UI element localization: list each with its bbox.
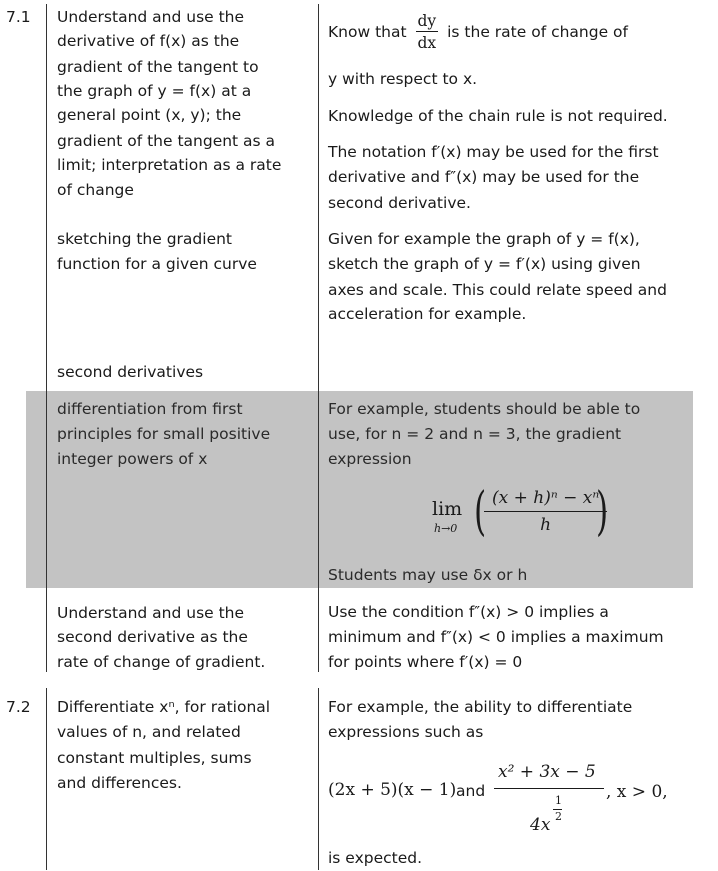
topic-line: rate of change of gradient. [57,653,266,671]
topic-line: integer powers of x [57,450,208,468]
rate-text: is the rate of change of [447,23,628,41]
limit-expression [432,480,612,550]
guidance-line: Use the condition f″(x) > 0 implies a [328,603,609,621]
topic-line: the graph of y = f(x) at a [57,82,252,100]
guidance-line: derivative and f″(x) may be used for the [328,168,640,186]
lim-word: lim [432,498,463,520]
limit-fraction [484,482,609,542]
topic-line: values of n, and related [57,723,241,741]
topic-line: derivative of f(x) as the [57,32,240,50]
topic-line: gradient of the tangent as a [57,132,276,150]
column-divider-mid-7-2 [318,688,319,870]
left-paren: ( [474,482,487,542]
topic-line: function for a given curve [57,255,257,273]
fraction-bar [494,788,604,789]
denominator-base: 4x [530,815,551,835]
guidance-footer: is expected. [328,849,423,867]
topic-line: Understand and use the [57,8,245,26]
topic-line: general point (x, y); the [57,106,242,124]
topic-line: Understand and use the [57,604,245,622]
guidance-line: second derivative. [328,194,471,212]
section-number: 7.2 [6,698,31,716]
topic-line: principles for small positive [57,425,271,443]
guidance-line: The notation f′(x) may be used for the first [328,143,659,161]
column-divider-left-7-2 [46,688,47,870]
topic-line: second derivatives [57,363,204,381]
rational-numerator: x² + 3x − 5 [498,762,596,782]
expression-condition: , x > 0, [606,782,668,802]
guidance-line: minimum and f″(x) < 0 implies a maximum [328,628,664,646]
topic-line: sketching the gradient [57,230,233,248]
topic-line: of change [57,181,134,199]
right-paren: ) [596,482,609,542]
limit-numerator: (x + h)ⁿ − xⁿ [484,485,607,512]
exponent-numerator: 1 [555,794,562,807]
exponent-denominator: 2 [555,810,562,823]
topic-line: constant multiples, sums [57,749,252,767]
lim-subscript: h→0 [434,522,458,535]
topic-line: differentiation from first [57,400,243,418]
guidance-line: y with respect to x. [328,70,478,88]
expression-left: (2x + 5)(x − 1) [328,780,457,800]
guidance-footer: Students may use δx or h [328,566,528,584]
topic-line: and differences. [57,774,182,792]
know-that-label: Know that [328,23,407,41]
guidance-line: sketch the graph of y = f′(x) using given [328,255,641,273]
topic-line: Differentiate xⁿ, for rational [57,698,271,716]
guidance-line: axes and scale. This could relate speed and [328,281,667,299]
column-divider-mid-7-1 [318,4,319,672]
guidance-line: expressions such as [328,723,484,741]
rational-fraction [494,760,606,840]
guidance-line: use, for n = 2 and n = 3, the gradient [328,425,622,443]
guidance-line: for points where f′(x) = 0 [328,653,523,671]
guidance-line: Given for example the graph of y = f(x), [328,230,640,248]
section-number: 7.1 [6,8,31,26]
dy-dx-fraction [416,11,439,54]
column-divider-left-7-1 [46,4,47,672]
topic-line: limit; interpretation as a rate [57,156,282,174]
know-that-text [328,8,628,56]
guidance-line: acceleration for example. [328,305,527,323]
guidance-line: expression [328,450,412,468]
guidance-line: For example, students should be able to [328,400,641,418]
limit-denominator: h [540,515,552,535]
topic-line: second derivative as the [57,628,248,646]
guidance-line: Knowledge of the chain rule is not required. [328,107,668,125]
dy-numerator: dy [417,12,437,30]
topic-line: gradient of the tangent to [57,58,259,76]
expression-and: and [456,782,486,800]
dx-denominator: dx [417,34,437,52]
guidance-line: For example, the ability to differentiate [328,698,633,716]
